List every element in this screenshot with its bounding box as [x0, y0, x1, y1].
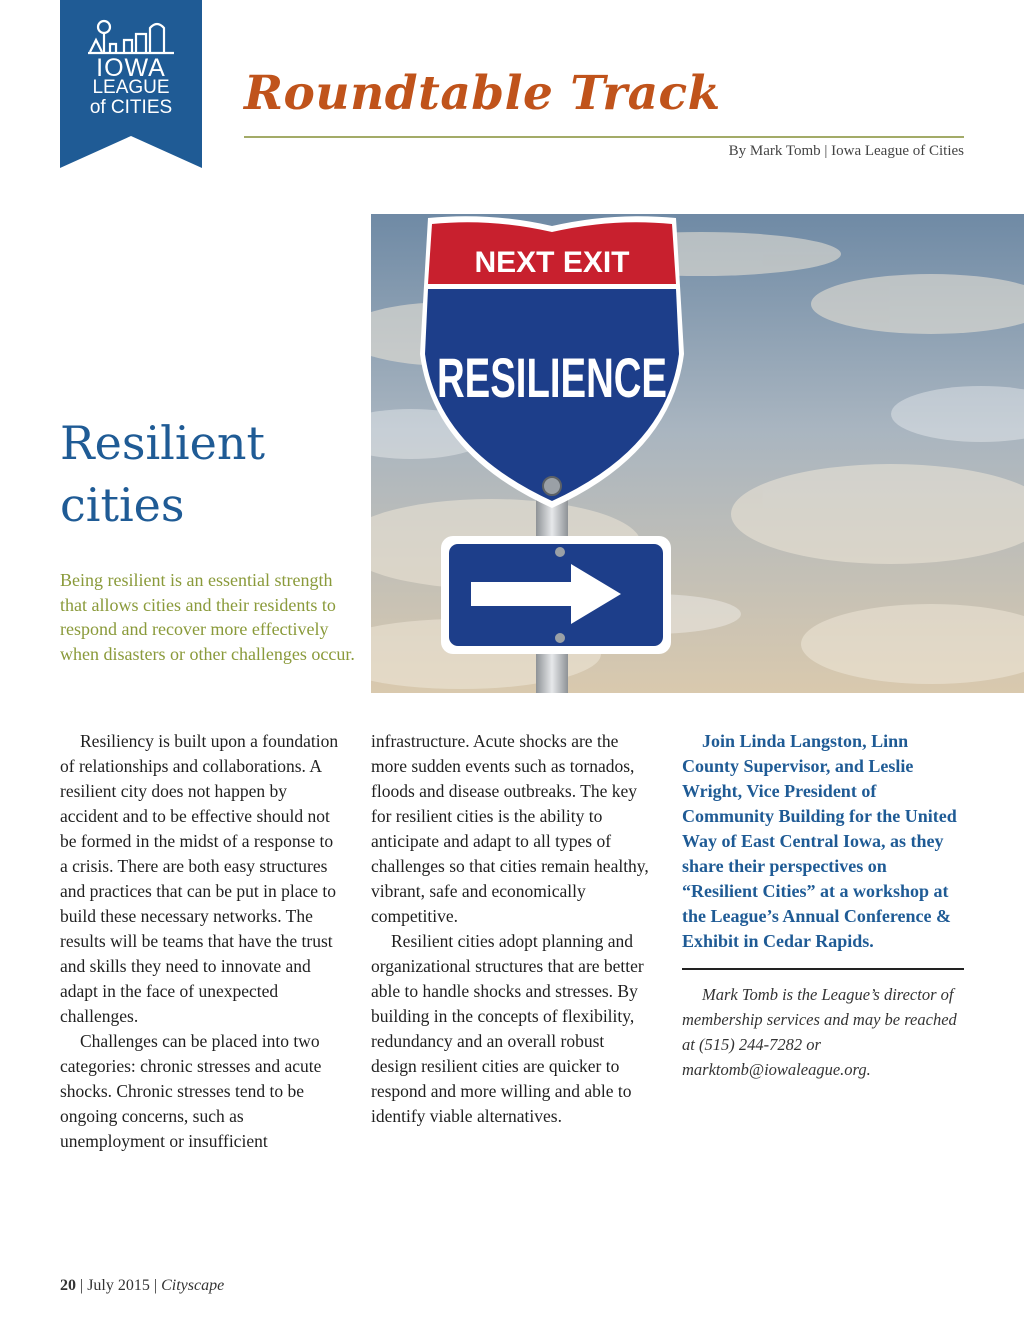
paragraph: Resilient cities adopt planning and organizational structures that are better able to handle shocks and stresses. By building in the concepts of flexibility, redundancy and an overall robust design resilient cities are quicker to respond and more willing and able to identify viable alternatives. [371, 931, 644, 1126]
logo-line-1: IOWA [96, 54, 166, 82]
article-headline [60, 412, 360, 536]
article-column-1 [60, 729, 342, 1154]
sign-top-text: NEXT EXIT [474, 246, 630, 279]
logo-line-3: of CITIES [89, 97, 173, 118]
headline-line-1: Resilient [60, 416, 265, 470]
headline-line-2: cities [60, 478, 185, 532]
logo-line-2: LEAGUE [92, 77, 170, 98]
sidebar-column [682, 729, 964, 1082]
byline: By Mark Tomb | Iowa League of Cities [728, 143, 964, 159]
article-column-2 [371, 729, 653, 1129]
page-number: 20 [60, 1277, 76, 1294]
section-title: Roundtable Track [244, 66, 721, 121]
publication-name: Cityscape [161, 1277, 225, 1294]
workshop-promo: Join Linda Langston, Linn County Supervisor, and Leslie Wright, Vice President of Community Building for the United Way of East Central Iowa, as they share their perspectives on “Resilient Cities” at a workshop at the League’s Annual Conference & Exhibit in Cedar Rapids. [682, 731, 957, 951]
footer-separator: | [76, 1277, 88, 1294]
footer-separator: | [149, 1277, 162, 1294]
paragraph: Resiliency is built upon a foundation of relationships and collaborations. A resilient city does not happen by accident and to be effective should not be formed in the midst of a response to a crisis. There are both easy structures and practices that can be put in place to build these necessary networks. The results will be teams that have the trust and skills they need to innovate and adapt in the face of unexpected challenges. [60, 731, 339, 1026]
sign-main-text: RESILIENCE [437, 346, 667, 409]
sidebar-divider [682, 968, 964, 970]
article-deck: Being resilient is an essential strength that allows cities and their residents to respond and recover more effectively when disasters or other challenges occur. [60, 570, 355, 664]
league-logo-text [60, 54, 202, 118]
paragraph: infrastructure. Acute shocks are the more sudden events such as tornados, floods and disease outbreaks. The key for resilient cities is the ability to anticipate and adapt to all types of challenges so that cities remain healthy, vibrant, safe and economically competitive. [371, 731, 649, 926]
page-footer [60, 1277, 224, 1295]
paragraph: Challenges can be placed into two categories: chronic stresses and acute shocks. Chronic stresses tend to be ongoing concerns, such as unemployment or insufficient [60, 1031, 322, 1151]
issue-date: July 2015 [87, 1277, 150, 1294]
hero-image [371, 214, 1024, 693]
title-divider [244, 136, 964, 138]
author-bio: Mark Tomb is the League’s director of membership services and may be reached at (515) 244-7282 or marktomb@iowaleague.org. [682, 985, 957, 1079]
